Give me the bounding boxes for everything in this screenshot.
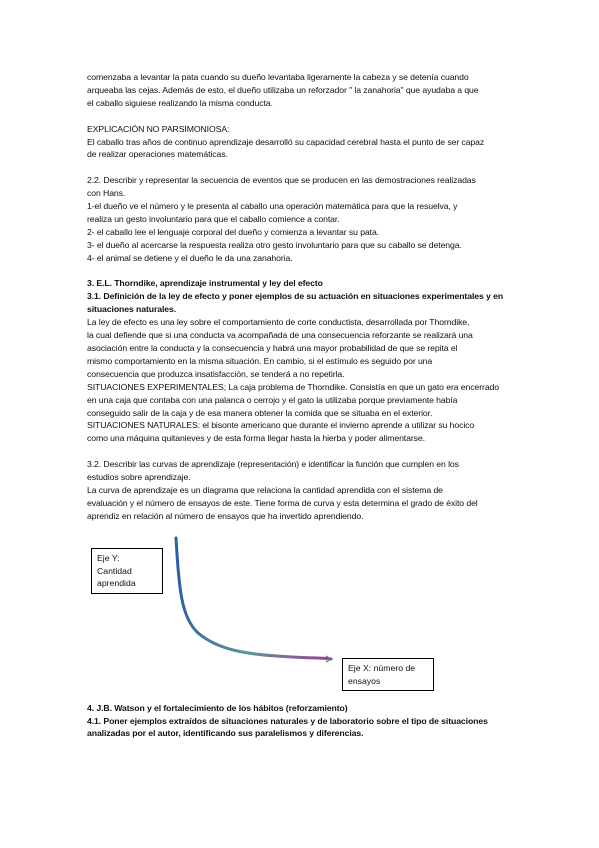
section-3-heading: 3. E.L. Thorndike, aprendizaje instrumental y ley del efecto (87, 278, 323, 289)
text-line: como una máquina quitanieves y de esta forma llegar hasta la hierba y poder alimentarse. (87, 433, 425, 444)
section-3-1-title: 3.1. Definición de la ley de efecto y poner ejemplos de su actuación en situaciones experimentales y en (87, 291, 504, 302)
y-axis-label-box (91, 548, 163, 595)
text-line: en una caja que contaba con una palanca o cerrojo y el gato la utilizaba porque previamente había (87, 394, 458, 405)
text-line: El caballo tras años de continuo aprendizaje desarrolló su capacidad cerebral hasta el punto de ser capaz (87, 136, 485, 147)
text-line: SITUACIONES EXPERIMENTALES; La caja problema de Thorndike. Consistía en que un gato era encerrado (87, 381, 500, 392)
text-line: aprendiz en relación al número de ensayos que ha invertido aprendiendo. (87, 510, 364, 521)
list-item: 3- el dueño al acercarse la respuesta realiza otro gesto involuntario para que su caballo se detenga. (87, 239, 462, 250)
learning-curve-line (176, 538, 331, 659)
section-4-heading: 4. J.B. Watson y el fortalecimiento de los hábitos (reforzamiento) (87, 702, 348, 713)
x-axis-label-line: Eje X: número de (348, 662, 416, 673)
text-line: asociación entre la conducta y la consecuencia y habrá una mayor probabilidad de que se repita el (87, 342, 458, 353)
x-axis-label-box (342, 658, 434, 692)
text-line: conseguido salir de la caja y de esa manera obtener la comida que se situaba en el exterior. (87, 407, 433, 418)
text-line: La ley de efecto es una ley sobre el comportamiento de corte conductista, desarrollada por Thorndike, (87, 317, 470, 328)
section-3-1-title: situaciones naturales. (87, 304, 177, 315)
document-page (87, 71, 515, 740)
y-axis-label-line: Cantidad (97, 565, 132, 576)
section-3-2-title: estudios sobre aprendizaje. (87, 472, 191, 483)
list-item: 2- el caballo lee el lenguaje corporal del dueño y comienza a levantar su pata. (87, 226, 380, 237)
text-line: La curva de aprendizaje es un diagrama que relaciona la cantidad aprendida con el sistema de (87, 484, 443, 495)
list-item: 4- el animal se detiene y el dueño le da una zanahoria. (87, 252, 293, 263)
text-line: consecuencia que produzca insatisfacción, se tenderá a no repetirla. (87, 368, 345, 379)
x-axis-label-line: ensayos (348, 675, 381, 686)
y-axis-label-line: Eje Y: (97, 552, 120, 563)
text-line: mismo comportamiento en la misma situación. En cambio, si el estímulo es seguido por una (87, 355, 433, 366)
section-4-1-title: analizadas por el autor, identificando sus paralelismos y diferencias. (87, 728, 364, 739)
list-item: 1-el dueño ve el número y le presenta al caballo una operación matemática para que la resuelva, y (87, 201, 458, 212)
list-item: realiza un gesto involuntario para que el caballo comience a contar. (87, 213, 340, 224)
section-4-1-title: 4.1. Poner ejemplos extraídos de situaciones naturales y de laboratorio sobre el tipo de situaciones (87, 715, 488, 726)
section-3-2-title: 3.2. Describir las curvas de aprendizaje (representación) e identificar la función que cumplen en los (87, 459, 459, 470)
text-line: evaluación y el número de ensayos de este. Tiene forma de curva y esta determina el grado de éxito del (87, 497, 478, 508)
section-2-2-title: con Hans. (87, 188, 126, 199)
text-line: SITUACIONES NATURALES: el bisonte americano que durante el invierno aprende a utilizar su hocico (87, 420, 475, 431)
text-line: de realizar operaciones matemáticas. (87, 149, 228, 160)
learning-curve-figure (87, 532, 515, 702)
explicacion-heading: EXPLICACIÓN NO PARSIMONIOSA: (87, 123, 230, 134)
text-line: comenzaba a levantar la pata cuando su dueño levantaba ligeramente la cabeza y se detenía cuando (87, 72, 469, 82)
section-2-2-title: 2.2. Describir y representar la secuencia de eventos que se producen en las demostraciones realizadas (87, 175, 476, 186)
text-line: el caballo siguiese realizando la misma conducta. (87, 97, 273, 108)
text-line: arqueaba las cejas. Además de esto, el dueño utilizaba un reforzador " la zanahoria" que ayudaba a que (87, 84, 479, 95)
text-line: la cual defiende que si una conducta va acompañada de una consecuencia reforzante se realizará una (87, 330, 473, 341)
y-axis-label-line: aprendida (97, 578, 136, 589)
